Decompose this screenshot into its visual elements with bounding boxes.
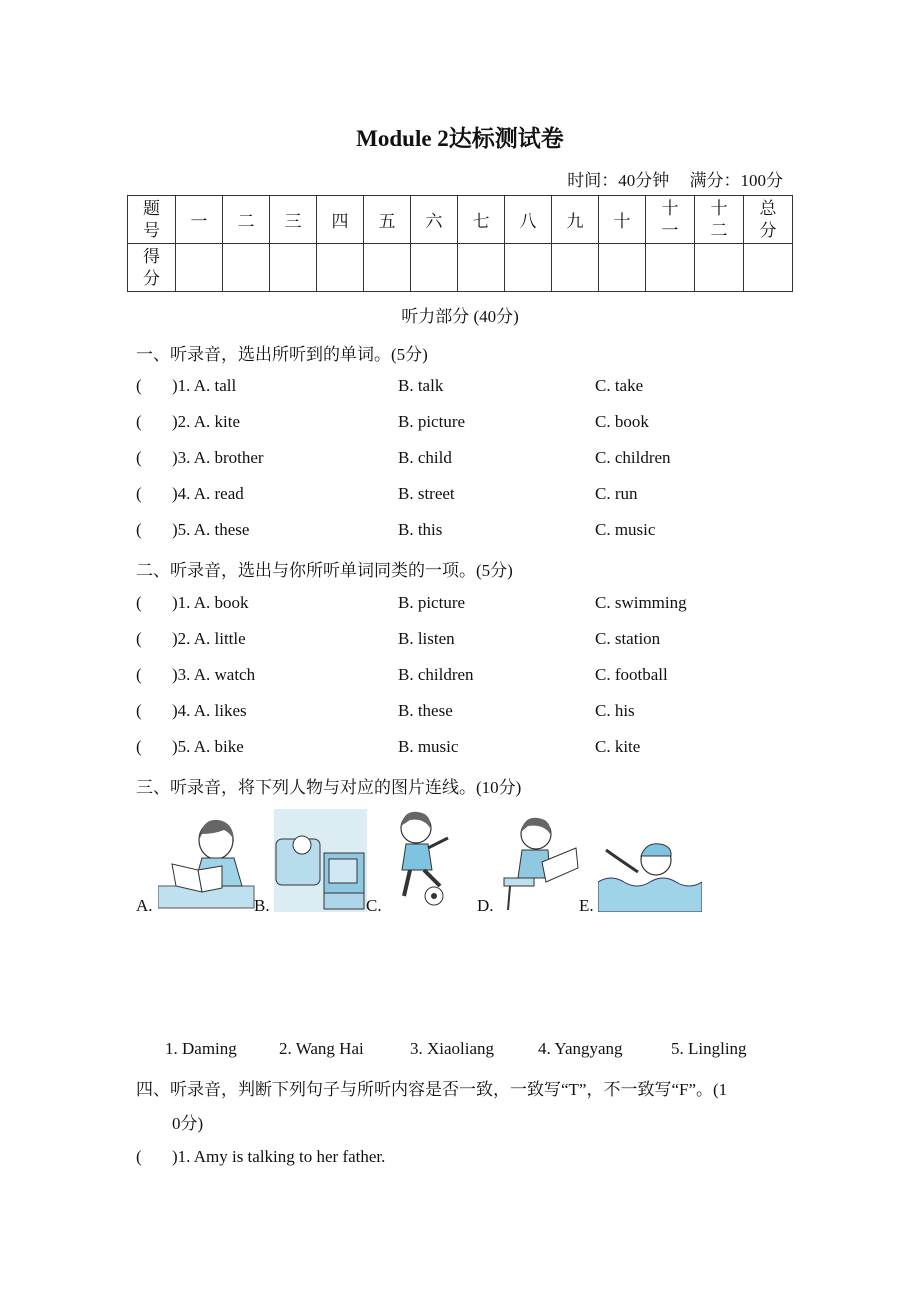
header-cell: 二 (223, 196, 270, 244)
boy-with-game-picture (496, 812, 580, 912)
score-cell[interactable] (364, 244, 411, 292)
question-row: ( )1. A. book B. picture C. swimming (136, 593, 687, 612)
score-cell[interactable] (458, 244, 505, 292)
picture-label: A. (136, 896, 153, 915)
header-cell: 三 (270, 196, 317, 244)
section-2-title: 二、听录音，选出与你所听单词同类的一项。(5分) (136, 561, 513, 580)
score-cell[interactable] (176, 244, 223, 292)
question-row: ( )2. A. kite B. picture C. book (136, 412, 649, 431)
header-cell: 九 (552, 196, 599, 244)
header-cell: 七 (458, 196, 505, 244)
question-row: ( )5. A. bike B. music C. kite (136, 737, 641, 756)
score-cell[interactable] (744, 244, 793, 292)
table-score-row (128, 244, 793, 292)
boy-watching-tv-picture (274, 809, 367, 912)
score-cell[interactable] (505, 244, 552, 292)
header-cell: 一 (176, 196, 223, 244)
header-cell: 十 (599, 196, 646, 244)
exam-meta (567, 166, 783, 191)
question-row: ( )2. A. little B. listen C. station (136, 629, 661, 648)
time-limit: 时间：40分钟 (567, 171, 670, 190)
header-cell: 八 (505, 196, 552, 244)
score-cell[interactable] (646, 244, 695, 292)
girl-swimming-picture (598, 838, 702, 912)
name-option: 1. Daming (165, 1039, 237, 1058)
header-cell: 题 号 (128, 196, 176, 244)
question-row: ( )5. A. these B. this C. music (136, 520, 656, 539)
page-title: Module 2达标测试卷 (356, 126, 564, 151)
question-row: ( )1. Amy is talking to her father. (136, 1147, 386, 1166)
header-cell: 四 (317, 196, 364, 244)
girl-reading-picture (158, 812, 256, 912)
question-row: ( )1. A. tall B. talk C. take (136, 376, 644, 395)
score-table (127, 195, 793, 292)
header-cell: 五 (364, 196, 411, 244)
question-row: ( )4. A. likes B. these C. his (136, 701, 635, 720)
score-cell[interactable] (599, 244, 646, 292)
header-cell: 六 (411, 196, 458, 244)
score-cell[interactable] (695, 244, 744, 292)
section-4-title: 四、听录音，判断下列句子与所听内容是否一致，一致写“T”，不一致写“F”。(1 0分) (136, 1080, 728, 1133)
picture-label: C. (366, 896, 382, 915)
score-cell[interactable] (223, 244, 270, 292)
name-option: 3. Xiaoliang (410, 1039, 495, 1058)
header-cell: 总 分 (744, 196, 793, 244)
header-cell: 十 一 (646, 196, 695, 244)
name-option: 5. Lingling (671, 1039, 747, 1058)
picture-label: B. (254, 896, 270, 915)
question-row: ( )3. A. brother B. child C. children (136, 448, 671, 467)
name-option: 2. Wang Hai (279, 1039, 364, 1058)
header-cell: 十 二 (695, 196, 744, 244)
score-cell[interactable] (552, 244, 599, 292)
score-cell[interactable] (411, 244, 458, 292)
picture-label: E. (579, 896, 594, 915)
row-label-cell: 得 分 (128, 244, 176, 292)
boy-playing-football-picture (388, 808, 468, 912)
table-header-row (128, 196, 793, 244)
question-row: ( )3. A. watch B. children C. football (136, 665, 668, 684)
question-row: ( )4. A. read B. street C. run (136, 484, 638, 503)
listening-section-title: 听力部分 (40分) (401, 307, 519, 326)
score-cell[interactable] (317, 244, 364, 292)
name-option: 4. Yangyang (538, 1039, 623, 1058)
picture-label: D. (477, 896, 494, 915)
full-score: 满分：100分 (689, 171, 783, 190)
score-cell[interactable] (270, 244, 317, 292)
section-3-title: 三、听录音，将下列人物与对应的图片连线。(10分) (136, 778, 522, 797)
section-1-title: 一、听录音，选出所听到的单词。(5分) (136, 345, 428, 364)
